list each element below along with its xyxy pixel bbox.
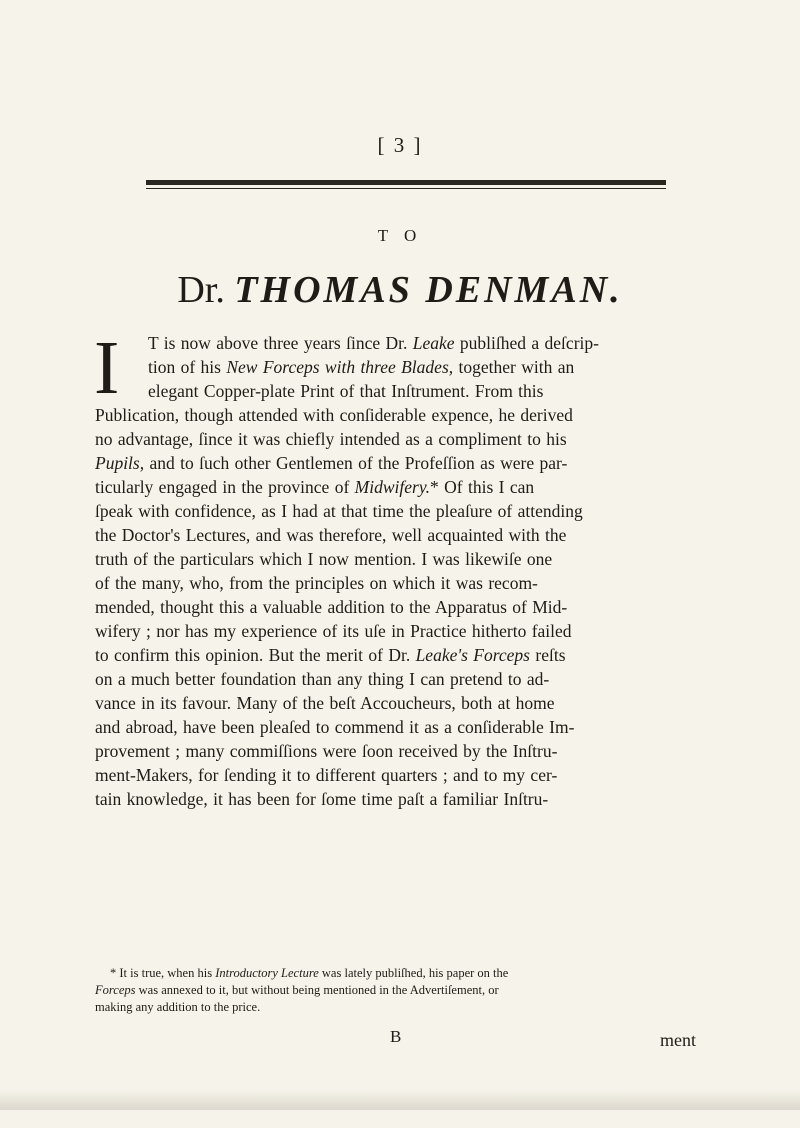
header-rule-thick bbox=[146, 180, 666, 185]
text-line: ticularly engaged in the province of Midwifery.* Of this I can bbox=[95, 477, 535, 497]
text-line: tain knowledge, it has been for ſome time paſt a familiar Inſtru- bbox=[95, 789, 549, 809]
text-line: truth of the particulars which I now mention. I was likewiſe one bbox=[95, 549, 553, 569]
drop-capital: I bbox=[94, 326, 120, 410]
text-line: elegant Copper-plate Print of that Inſtrument. From this bbox=[148, 381, 544, 401]
text-line: Pupils, and to ſuch other Gentlemen of the Profeſſion as were par- bbox=[95, 453, 568, 473]
title-name: THOMAS DENMAN. bbox=[234, 269, 623, 311]
text-line: the Doctor's Lectures, and was therefore, well acquainted with the bbox=[95, 525, 567, 545]
text-line: no advantage, ſince it was chiefly intended as a compliment to his bbox=[95, 429, 567, 449]
text-line: tion of his New Forceps with three Blades, together with an bbox=[148, 357, 575, 377]
text-line: vance in its favour. Many of the beſt Accoucheurs, both at home bbox=[95, 693, 555, 713]
text-line: T is now above three years ſince Dr. Leake publiſhed a deſcrip- bbox=[148, 333, 599, 353]
footnote-line: making any addition to the price. bbox=[95, 1000, 261, 1014]
footnote-line: Forceps was annexed to it, but without being mentioned in the Advertiſement, or bbox=[95, 983, 499, 997]
text-line: ment-Makers, for ſending it to different quarters ; and to my cer- bbox=[95, 765, 558, 785]
text-line: ſpeak with confidence, as I had at that time the pleaſure of attending bbox=[95, 501, 583, 521]
text-line: of the many, who, from the principles on which it was recom- bbox=[95, 573, 538, 593]
dedication-title bbox=[0, 268, 800, 312]
page-edge-shadow bbox=[0, 1090, 800, 1110]
catchword: ment bbox=[660, 1030, 696, 1050]
text-line: and abroad, have been pleaſed to commend it as a conſiderable Im- bbox=[95, 717, 575, 737]
footnote-line: * It is true, when his Introductory Lecture was lately publiſhed, his paper on the bbox=[110, 966, 509, 980]
title-prefix: Dr. bbox=[177, 269, 225, 311]
text-line: to confirm this opinion. But the merit of Dr. Leake's Forceps reſts bbox=[95, 645, 566, 665]
signature-mark: B bbox=[390, 1027, 402, 1046]
page-number: [ 3 ] bbox=[377, 133, 423, 157]
text-line: wifery ; nor has my experience of its uſe in Practice hitherto failed bbox=[95, 621, 572, 641]
text-line: provement ; many commiſſions were ſoon received by the Inſtru- bbox=[95, 741, 558, 761]
text-line: mended, thought this a valuable addition to the Apparatus of Mid- bbox=[95, 597, 568, 617]
dedication-to: T O bbox=[377, 226, 423, 245]
text-line: Publication, though attended with conſiderable expence, he derived bbox=[95, 405, 573, 425]
text-line: on a much better foundation than any thing I can pretend to ad- bbox=[95, 669, 550, 689]
header-rule-thin bbox=[146, 188, 666, 189]
